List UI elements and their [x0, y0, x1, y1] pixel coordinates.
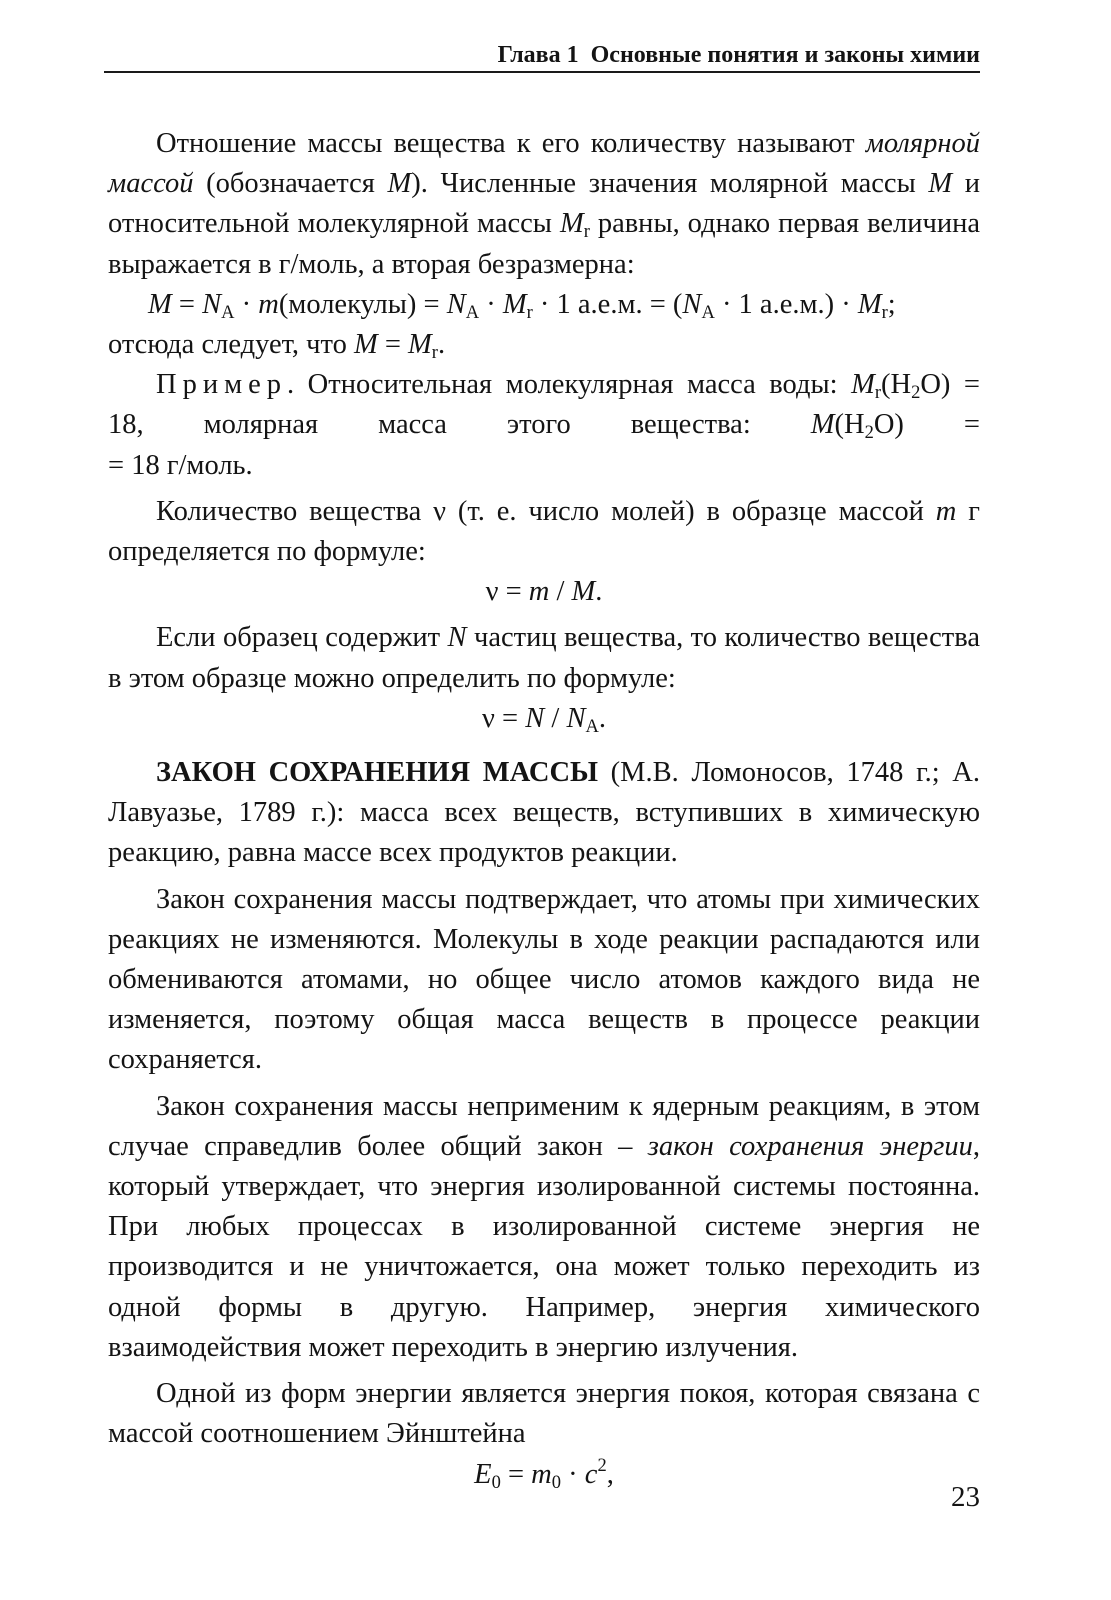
paragraph-molar-mass: Отношение массы вещества к его количеству называют молярной массой (обозначается M). Численные значения молярной массы M и относительной молекулярной массы $M_r$ равны, однако первая величина выражается в г/моль, а вторая безразмерна:	[108, 128, 980, 280]
formula-einstein: $E_0 = m_0 \cdot c^2$,	[474, 1454, 614, 1493]
paragraph-amount: Количество вещества ν (т. е. число молей) в образце массой m г определяется по формуле:	[108, 495, 980, 568]
paragraph-example: Пример. Относительная молекулярная масса воды: $M_r(H_2O) = 18$, молярная масса этого вещества: $M(H_2O)$ =	[108, 369, 981, 444]
page-body	[108, 124, 980, 1495]
running-head	[108, 40, 980, 70]
term-molar-mass: молярной массой	[108, 128, 980, 200]
paragraph-mass-law: ЗАКОН СОХРАНЕНИЯ МАССЫ (М.В. Ломоносов, 1748 г.; А. Лавуазье, 1789 г.): масса всех веществ, вступивших в химическую реакцию, равна массе всех продуктов реакции.	[108, 757, 980, 869]
paragraph-energy-law: Закон сохранения массы неприменим к ядерным реакциям, в этом случае справедлив более общий закон – закон сохранения энергии, который утверждает, что энергия изолированной системы постоянна. При любых процессах в изолированной системе энергия не производится и не уничтожается, она может только переходить из одной формы в другую. Например, энергия химического взаимодействия может переходить в энергию излучения.	[108, 1090, 980, 1363]
chapter-title: Основные понятия и законы химии	[590, 42, 980, 68]
paragraph-rest-energy: Одной из форм энергии является энергия покоя, которая связана с массой соотношением Эйнштейна	[108, 1378, 980, 1450]
paragraph-particles: Если образец содержит N частиц вещества, то количество вещества в этом образце можно определить по формуле:	[108, 622, 980, 694]
paragraph-conclusion: отсюда следует, что $M = M_r$.	[108, 329, 446, 364]
page-number: 23	[951, 1481, 980, 1513]
example-label: Пример	[156, 369, 288, 401]
chapter-number: Глава 1	[497, 42, 579, 68]
law-heading: ЗАКОН СОХРАНЕНИЯ МАССЫ	[156, 757, 599, 789]
paragraph-example-result: = 18 г/моль.	[108, 449, 253, 481]
formula-amount-particles: $\nu = N / N_A$.	[482, 702, 606, 737]
formula-amount-mass: ν = m / M.	[485, 576, 603, 608]
paragraph-mass-law-explanation: Закон сохранения массы подтверждает, что атомы при химических реакциях не изменяются. Молекулы в ходе реакции распадаются или обмениваются атомами, но общее число атомов каждого вида не изменяется, поэтому общая масса веществ в процессе реакции сохраняется.	[108, 883, 980, 1076]
formula-molar-mass: $M = N_A$ · m(молекулы) = $N_A \cdot M_r \cdot 1$ а.е.м. = ($N_A \cdot 1$ $а.е.м.) \cdot M_r$;	[148, 288, 896, 323]
term-energy-conservation: закон сохранения энергии	[647, 1130, 973, 1162]
header-rule	[104, 71, 980, 73]
